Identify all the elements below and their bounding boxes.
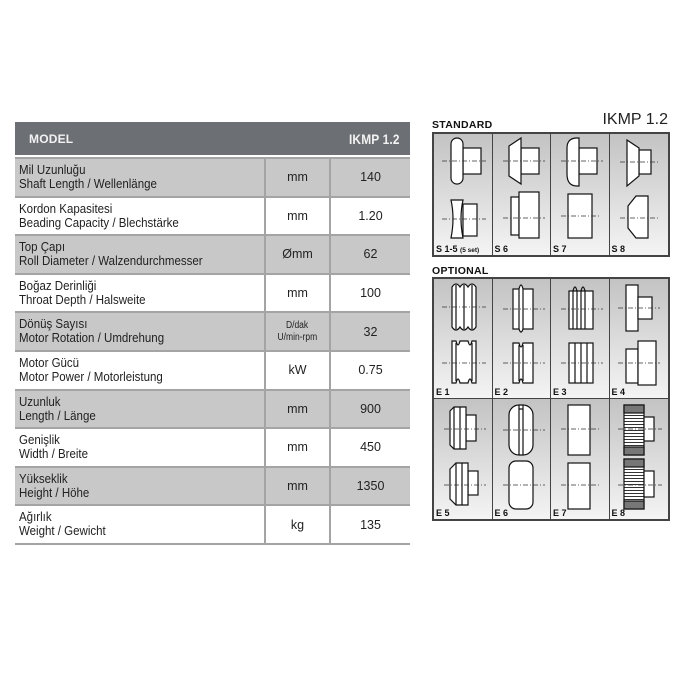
roll-profile-icon: [551, 134, 610, 252]
row-label: [15, 236, 266, 273]
roll-label: E 3: [553, 387, 567, 397]
roll-profile-icon: [434, 134, 493, 252]
roll-set-e2: [493, 279, 552, 399]
model-name: IKMP 1.2: [349, 130, 400, 147]
roll-set-e4: [610, 279, 669, 399]
label-en-de: Roll Diameter / Walzendurchmesser: [19, 254, 203, 269]
label-tr: Ağırlık: [19, 510, 52, 525]
standard-rolls-frame: [432, 132, 670, 257]
row-value: 32: [363, 324, 378, 339]
label-tr: Mil Uzunluğu: [19, 163, 86, 177]
row-value: 450: [360, 440, 381, 455]
roll-label: E 5: [436, 508, 450, 518]
label-tr: Kordon Kapasitesi: [19, 201, 113, 216]
roll-profile-icon: [493, 279, 552, 397]
label-tr: Uzunluk: [19, 394, 61, 409]
roll-profile-icon: [493, 399, 552, 517]
row-unit: mm: [266, 468, 331, 505]
unit-line2: U/min-rpm: [277, 331, 318, 343]
row-unit: kg: [266, 506, 331, 543]
row-value: 135: [360, 517, 381, 532]
roll-label: E 2: [494, 387, 509, 397]
row-unit: mm: [266, 275, 331, 312]
row-label: [15, 198, 266, 235]
roll-set-s8: [610, 134, 669, 255]
table-row: [15, 313, 410, 352]
row-value: 100: [360, 286, 381, 301]
row-unit: mm: [266, 429, 331, 466]
roll-label: E 7: [553, 508, 567, 518]
row-label: [15, 391, 266, 428]
row-unit: mm: [266, 198, 331, 235]
row-unit: Ømm: [266, 236, 331, 273]
row-unit: mm: [266, 159, 331, 196]
table-row: [15, 468, 410, 507]
table-row: [15, 352, 410, 391]
model-label: MODEL: [29, 131, 74, 146]
roll-profile-icon: [610, 279, 669, 397]
row-label: [15, 352, 266, 389]
label-en-de: Throat Depth / Halsweite: [19, 292, 146, 307]
row-value: 900: [360, 401, 381, 416]
row-value: 1.20: [358, 208, 383, 223]
table-row: [15, 236, 410, 275]
row-value: 140: [360, 170, 381, 185]
roll-profile-icon: [434, 399, 493, 517]
row-value: 0.75: [358, 363, 383, 378]
table-row: [15, 198, 410, 237]
label-en-de: Beading Capacity / Blechstärke: [19, 215, 179, 230]
row-label: [15, 159, 266, 196]
label-tr: Boğaz Derinliği: [19, 278, 97, 293]
row-label: [15, 275, 266, 312]
unit-line1: D/dak: [286, 319, 309, 331]
table-row: [15, 506, 410, 545]
row-unit: [266, 313, 331, 350]
roll-set-s7: [551, 134, 610, 255]
label-en-de: Height / Höhe: [19, 485, 90, 500]
table-row: [15, 429, 410, 468]
row-label: [15, 429, 266, 466]
row-unit: mm: [266, 391, 331, 428]
table-row: [15, 391, 410, 430]
standard-title: STANDARD: [432, 119, 493, 131]
label-en-de: Motor Rotation / Umdrehung: [19, 331, 165, 346]
row-label: [15, 506, 266, 543]
label-text: S 1-5: [436, 244, 458, 254]
row-label: [15, 468, 266, 505]
label-en-de: Motor Power / Motorleistung: [19, 369, 163, 384]
roll-set-s1-5: [434, 134, 493, 255]
table-row: [15, 275, 410, 314]
label-tr: Motor Gücü: [19, 355, 80, 370]
row-value: 1350: [356, 479, 385, 494]
table-row: [15, 159, 410, 198]
spec-table-header: [15, 122, 410, 155]
roll-profile-icon: [610, 134, 669, 252]
roll-label: E 8: [611, 508, 626, 518]
label-tr: Dönüş Sayısı: [19, 317, 88, 332]
row-unit: kW: [266, 352, 331, 389]
roll-label: [436, 244, 479, 254]
roll-profile-icon: [551, 279, 610, 397]
roll-profile-icon: [493, 134, 552, 252]
roll-label: E 6: [494, 508, 509, 518]
label-en-de: Length / Länge: [19, 408, 96, 423]
label-tr: Yükseklik: [19, 471, 68, 486]
label-en-de: Width / Breite: [19, 447, 89, 462]
label-note: (5 set): [460, 247, 480, 254]
label-tr: Top Çapı: [19, 240, 66, 255]
roll-set-e7: [551, 399, 610, 519]
label-en-de: Shaft Length / Wellenlänge: [19, 177, 157, 191]
row-label: [15, 313, 266, 350]
roll-profile-icon: [610, 399, 669, 517]
label-en-de: Weight / Gewicht: [19, 524, 106, 539]
roll-label: E 4: [611, 387, 626, 397]
roll-diagram: [432, 112, 670, 521]
optional-title: OPTIONAL: [432, 265, 489, 277]
roll-profile-icon: [434, 279, 493, 397]
roll-set-e3: [551, 279, 610, 399]
roll-set-e1: [434, 279, 493, 399]
roll-set-e6: [493, 399, 552, 519]
label-tr: Genişlik: [19, 433, 60, 448]
roll-set-e8: [610, 399, 669, 519]
roll-set-s6: [493, 134, 552, 255]
roll-label: E 1: [436, 387, 450, 397]
roll-label: S 6: [494, 244, 509, 254]
roll-set-e5: [434, 399, 493, 519]
optional-rolls-frame: [432, 277, 670, 521]
diagram-model-name: IKMP 1.2: [602, 111, 668, 128]
row-value: 62: [363, 247, 378, 262]
roll-profile-icon: [551, 399, 610, 517]
roll-label: S 8: [611, 244, 626, 254]
spec-table: [15, 122, 410, 545]
roll-label: S 7: [553, 244, 567, 254]
spec-rows: [15, 157, 410, 545]
